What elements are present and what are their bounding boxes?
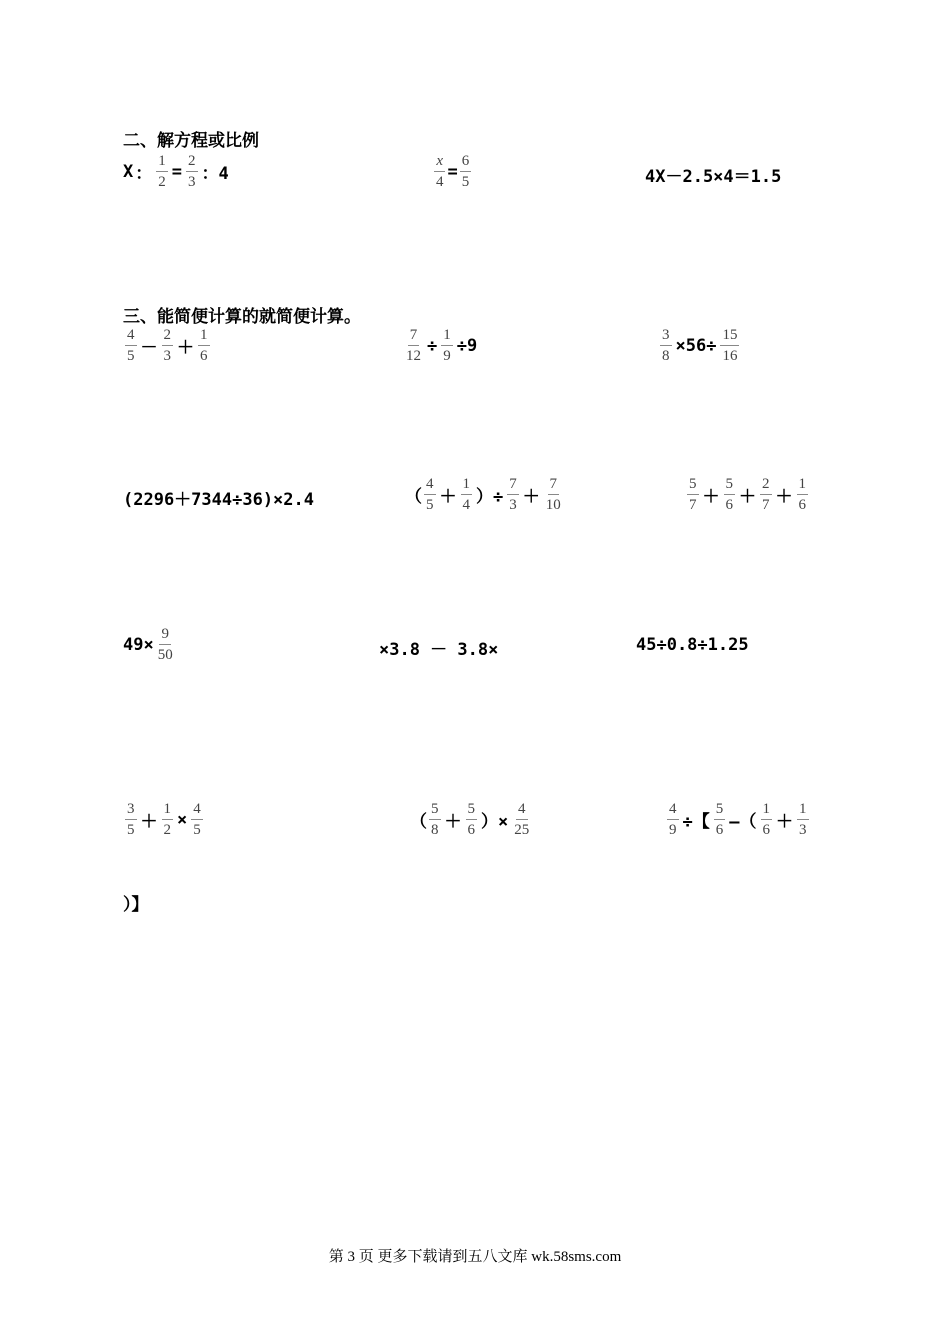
fraction: $\frac{5}{6}$: [467, 801, 475, 838]
fraction: $\frac{4}{5}$: [127, 327, 135, 364]
problem-10: [123, 801, 205, 838]
operator: ＋: [522, 487, 540, 507]
problem-6: [685, 476, 810, 513]
fraction: $\frac{1}{4}$: [462, 476, 470, 513]
fraction: $\frac{1}{9}$: [443, 327, 451, 364]
fraction: $\frac{7}{12}$: [406, 327, 421, 364]
fraction: $\frac{1}{2}$: [163, 801, 171, 838]
fraction: $\frac{1}{3}$: [799, 801, 807, 838]
problem-12: [665, 801, 811, 838]
problem-7: [123, 626, 177, 663]
operator: ＋: [775, 487, 793, 507]
fraction: $\frac{4}{9}$: [669, 801, 677, 838]
fraction: $\frac{1}{6}$: [762, 801, 770, 838]
ratio-colon: ：: [135, 164, 153, 184]
left-paren: （: [405, 487, 422, 507]
fraction: $\frac{2}{7}$: [762, 476, 770, 513]
fraction: $\frac{15}{16}$: [722, 327, 738, 364]
fraction: $\frac{2}{3}$: [163, 327, 171, 364]
operator: ）×: [481, 812, 509, 832]
operator: ＋: [702, 487, 720, 507]
section-3-title: 三、能简便计算的就简便计算。: [123, 307, 361, 327]
operator: －: [140, 338, 158, 358]
problem-2: [402, 327, 479, 364]
fraction: $\frac{2}{3}$: [188, 153, 196, 190]
fraction: $\frac{6}{5}$: [461, 153, 470, 190]
problem-8: ×3.8 － 3.8×: [379, 640, 499, 660]
fraction: $\frac{3}{5}$: [127, 801, 135, 838]
fraction: $\frac{7}{10}$: [545, 476, 561, 513]
fraction: $\frac{4}{25}$: [514, 801, 530, 838]
problem-3: [658, 327, 741, 364]
operator: ×56÷: [675, 335, 717, 356]
section-2-title: 二、解方程或比例: [123, 131, 259, 151]
fraction: $\frac{4}{5}$: [193, 801, 201, 838]
fraction: $\frac{5}{6}$: [715, 801, 724, 838]
variable: X: [123, 161, 134, 182]
operator: ＋: [776, 812, 793, 832]
equation-2: [432, 153, 473, 190]
operator: ＋: [177, 338, 194, 358]
problem-4: (2296＋7344÷36)×2.4: [123, 490, 314, 510]
operator: ＋: [739, 487, 756, 507]
fraction: $\frac{9}{50}$: [157, 626, 173, 663]
problem-12-continuation: ）】: [123, 895, 149, 915]
fraction: $\frac{1}{2}$: [158, 153, 166, 190]
operator: ＋: [140, 812, 158, 832]
equation-3: 4X－2.5×4＝1.5: [645, 167, 782, 187]
operator: ×: [177, 809, 188, 830]
equals-sign: =: [447, 161, 458, 182]
problem-1: [123, 327, 212, 364]
ratio-colon: ：4: [201, 164, 229, 184]
left-paren: （: [410, 812, 427, 832]
operator: —（: [729, 812, 757, 832]
fraction: $\frac{5}{7}$: [689, 476, 697, 513]
page-footer: 第 3 页 更多下载请到五八文库 wk.58sms.com: [328, 1249, 622, 1265]
equals-sign: =: [171, 161, 182, 182]
problem-5: [405, 476, 565, 513]
fraction: $\frac{5}{6}$: [725, 476, 733, 513]
operator: ÷9: [456, 335, 478, 356]
operator: ＋: [444, 812, 462, 832]
fraction: $\frac{7}{3}$: [509, 476, 517, 513]
fraction: $\frac{5}{8}$: [431, 801, 439, 838]
fraction: $\frac{3}{8}$: [662, 327, 670, 364]
operator: 49×: [123, 634, 154, 655]
problem-9: 45÷0.8÷1.25: [636, 635, 749, 655]
operator: ÷【: [682, 812, 710, 832]
fraction: $\frac{1}{6}$: [798, 476, 806, 513]
fraction: $\frac{x}{4}$: [436, 153, 444, 190]
operator: ＋: [439, 487, 457, 507]
operator: ÷: [427, 335, 438, 356]
fraction: $\frac{1}{6}$: [200, 327, 208, 364]
equation-1: [123, 153, 231, 190]
fraction: $\frac{4}{5}$: [426, 476, 434, 513]
operator: ）÷: [476, 487, 504, 507]
problem-11: [410, 801, 533, 838]
